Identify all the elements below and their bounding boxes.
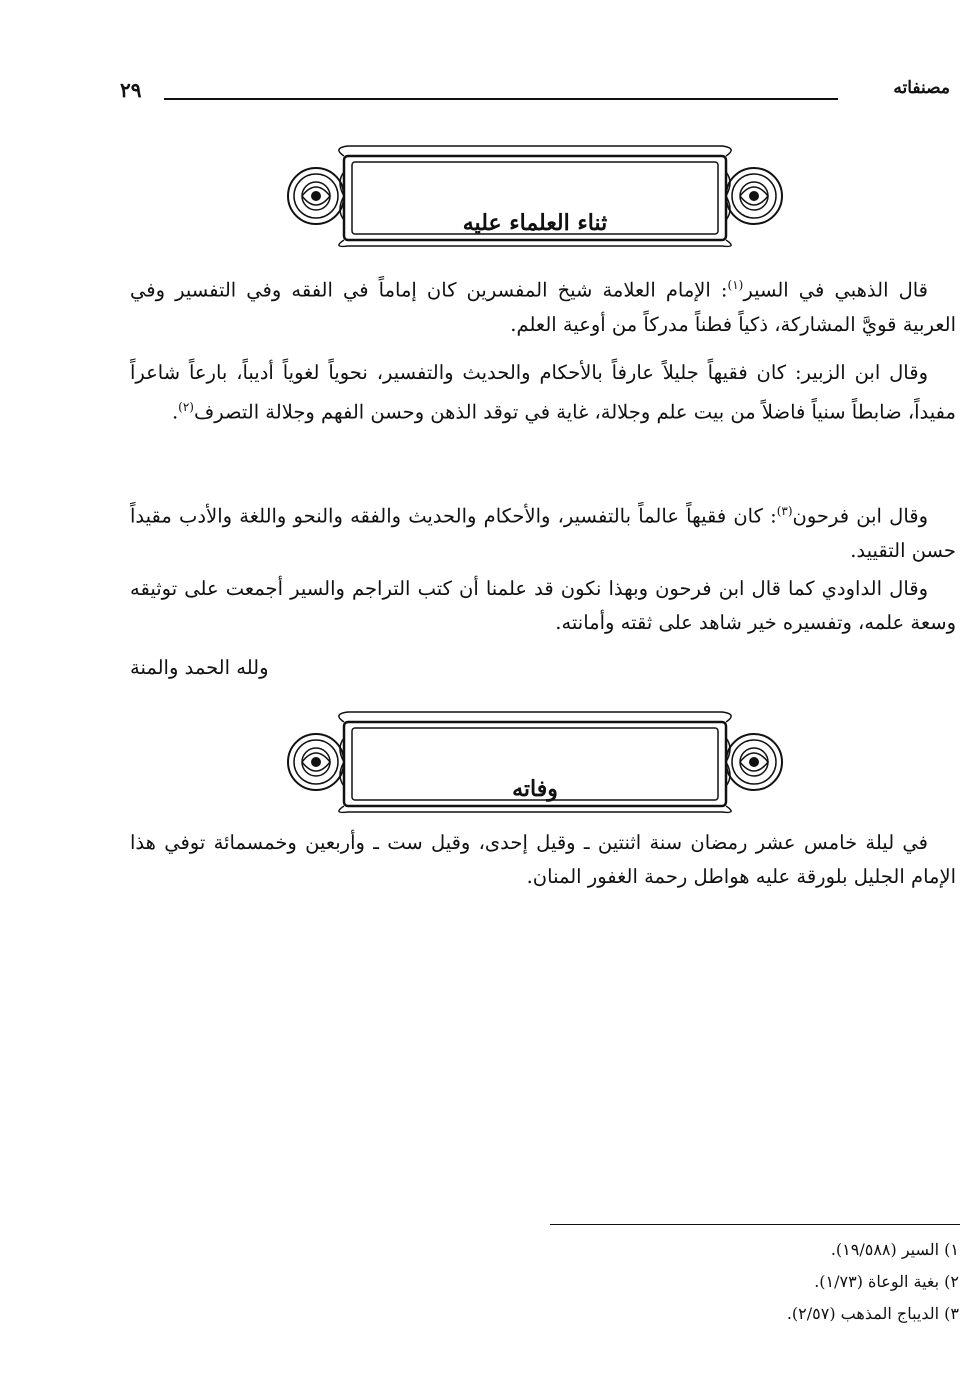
footnote-3: ٣) الديباج المذهب (٢/٥٧). bbox=[786, 1304, 959, 1323]
footnote-ref: (٣) bbox=[776, 504, 793, 518]
page-number: ٢٩ bbox=[120, 78, 142, 102]
para-text: وقال ابن الزبير: كان فقيهاً جليلاً عارفاً بالأحكام والحديث والتفسير، نحوياً لغوياً أديباً، بارعاً شاعراً مفيداً، ضابطاً سنياً فاضلاً من بيت علم وجلالة، غاية في توقد الذهن وحسن الفهم وجلالة التصرف bbox=[130, 361, 956, 424]
praise-paragraph-2 bbox=[130, 356, 956, 430]
footnote-ref: (٢) bbox=[178, 400, 194, 414]
praise-heading: ثناء العلماء عليه bbox=[462, 210, 608, 236]
praise-heading-frame bbox=[282, 142, 788, 248]
footnote-1: ١) السير (١٩/٥٨٨). bbox=[830, 1240, 959, 1259]
death-heading: وفاته bbox=[512, 776, 558, 802]
footnote-ref: (١) bbox=[727, 278, 744, 292]
praise-paragraph-3 bbox=[130, 494, 956, 568]
death-heading-frame bbox=[282, 708, 788, 814]
para-text: وقال الداودي كما قال ابن فرحون وبهذا نكون قد علمنا أن كتب التراجم والسير أجمعت على توثيقه وسعة علمه، وتفسيره خير شاهد على ثقته وأمانته. bbox=[130, 577, 956, 634]
praise-paragraph-1 bbox=[130, 268, 956, 342]
header-rule bbox=[164, 98, 838, 100]
para-text: : كان فقيهاً عالماً بالتفسير، والأحكام والحديث والفقه والنحو واللغة والأدب مقيداً حسن التقييد. bbox=[130, 504, 956, 562]
footnote-2: ٢) بغية الوعاة (١/٧٣). bbox=[814, 1272, 959, 1291]
doxology: ولله الحمد والمنة bbox=[130, 656, 269, 679]
para-text: وقال ابن فرحون bbox=[792, 504, 928, 528]
para-text: في ليلة خامس عشر رمضان سنة اثنتين ـ وقيل إحدى، وقيل ست ـ وأربعين وخمسمائة توفي هذا الإمام الجليل بلورقة عليه هواطل رحمة الغفور المنان. bbox=[130, 831, 956, 888]
footnotes bbox=[539, 1234, 959, 1330]
praise-paragraph-4 bbox=[130, 572, 956, 640]
para-text: . bbox=[171, 400, 179, 424]
footnote-rule bbox=[550, 1224, 960, 1225]
running-header bbox=[120, 78, 950, 118]
para-text: قال الذهبي في السير bbox=[743, 278, 928, 302]
death-paragraph bbox=[130, 826, 956, 894]
running-header-title: مصنفاته bbox=[893, 78, 950, 98]
para-text: : الإمام العلامة شيخ المفسرين كان إماماً في الفقه وفي التفسير وفي العربية قويَّ المشاركة، ذكياً فطناً مدركاً من أوعية العلم. bbox=[130, 278, 956, 336]
